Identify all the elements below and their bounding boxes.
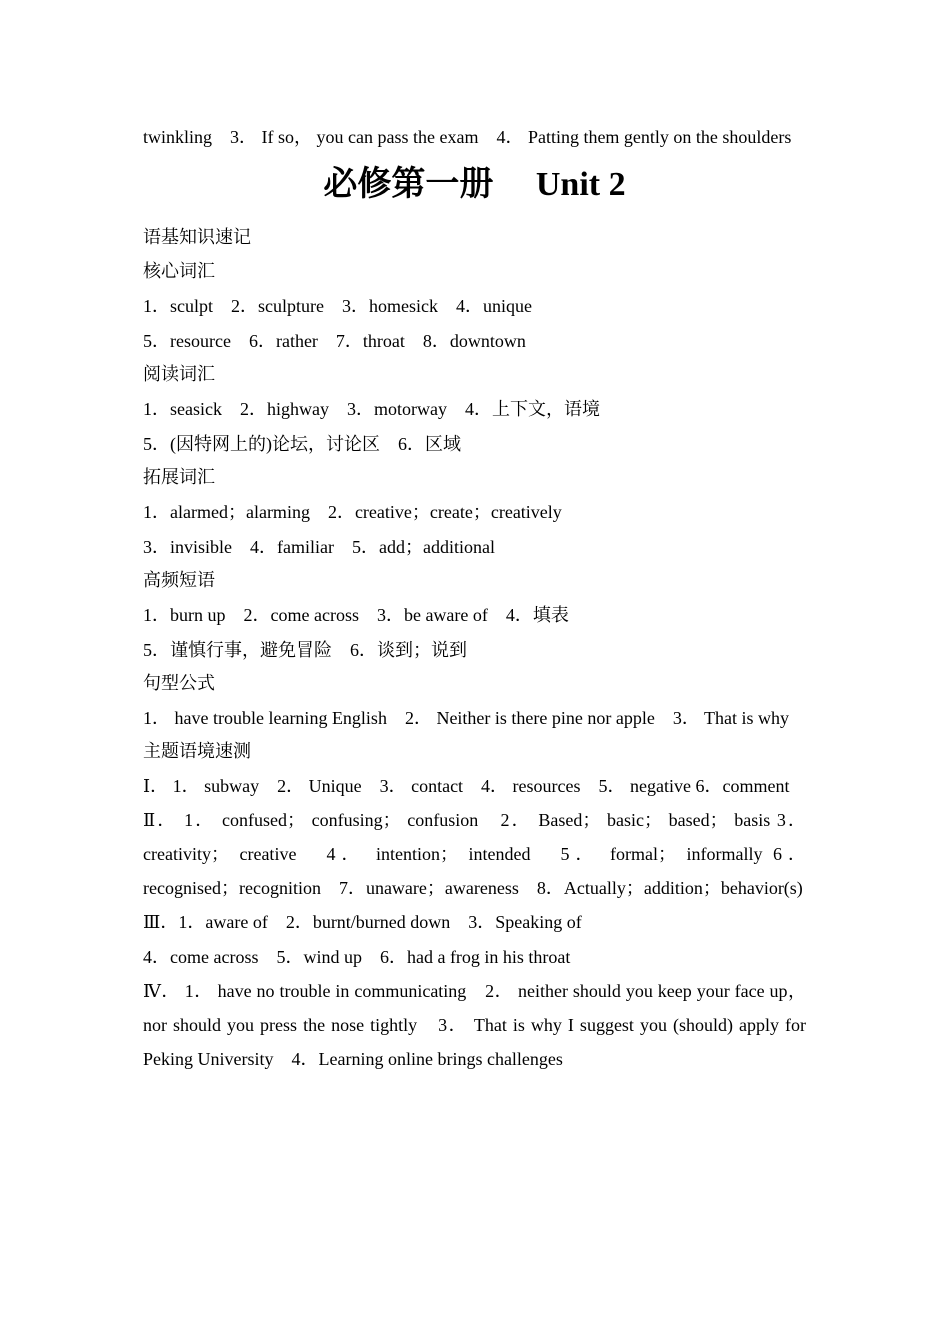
core-vocab-line: 5．resource 6．rather 7．throat 8．downtown [143,330,526,351]
title-book: 必修第一册 [323,164,494,204]
extended-vocab-line: 3．invisible 4．familiar 5．add；additional [143,536,495,557]
sentence-patterns-text: 1． have trouble learning English 2． Neither is there pine nor apple 3． That is why [143,708,790,728]
theme-test-part-2: Ⅱ． 1． confused； confusing； confusion 2． Based； basic； based； basis 3． creativity； creative 4． intention； intended 5． formal； informally 6．recognised；recognition 7．unaware；awareness 8．Actually；addition；behavior(s) [143,810,806,898]
extended-vocab-line: 1．alarmed；alarming 2．creative；create；creatively [143,502,562,522]
title-unit: Unit 2 [535,166,626,203]
reading-vocab-line: 1．seasick 2．highway 3．motorway 4．上下文，语境 [143,399,600,419]
extended-vocab-heading: 拓展词汇 [143,467,215,488]
reading-vocab-heading: 阅读词汇 [143,364,215,385]
sentence-patterns-heading: 句型公式 [143,673,215,694]
theme-test-heading: 主题语境速测 [143,741,251,762]
theme-test-part-3-line: Ⅲ．1．aware of 2．burnt/burned down 3．Speaking of [143,912,582,932]
phrases-line: 1．burn up 2．come across 3．be aware of 4．填表 [143,605,569,625]
phrases-heading: 高频短语 [143,570,215,591]
theme-test-part-3-line: 4．come across 5．wind up 6．had a frog in his throat [143,946,571,967]
core-vocab-line: 1．sculpt 2．sculpture 3．homesick 4．unique [143,296,532,316]
theme-test-part-4: Ⅳ． 1． have no trouble in communicating 2． neither should you keep your face up， nor should you press the nose tightly 3． That is why I suggest you (should) apply for Peking University 4．Learning online brings challenges [143,981,806,1069]
theme-test-part-1: Ⅰ． 1． subway 2． Unique 3． contact 4． resources 5． negative 6．comment [143,776,790,796]
core-vocab-heading: 核心词汇 [143,261,215,282]
phrases-line: 5．谨慎行事，避免冒险 6．谈到；说到 [143,639,467,660]
main-heading: 语基知识速记 [143,227,251,248]
document-page [143,120,806,1076]
unit-title [143,164,806,205]
carryover-answers: twinkling 3． If so， you can pass the exam 4． Patting them gently on the shoulders [143,127,792,147]
reading-vocab-line: 5．(因特网上的)论坛，讨论区 6．区域 [143,433,461,454]
